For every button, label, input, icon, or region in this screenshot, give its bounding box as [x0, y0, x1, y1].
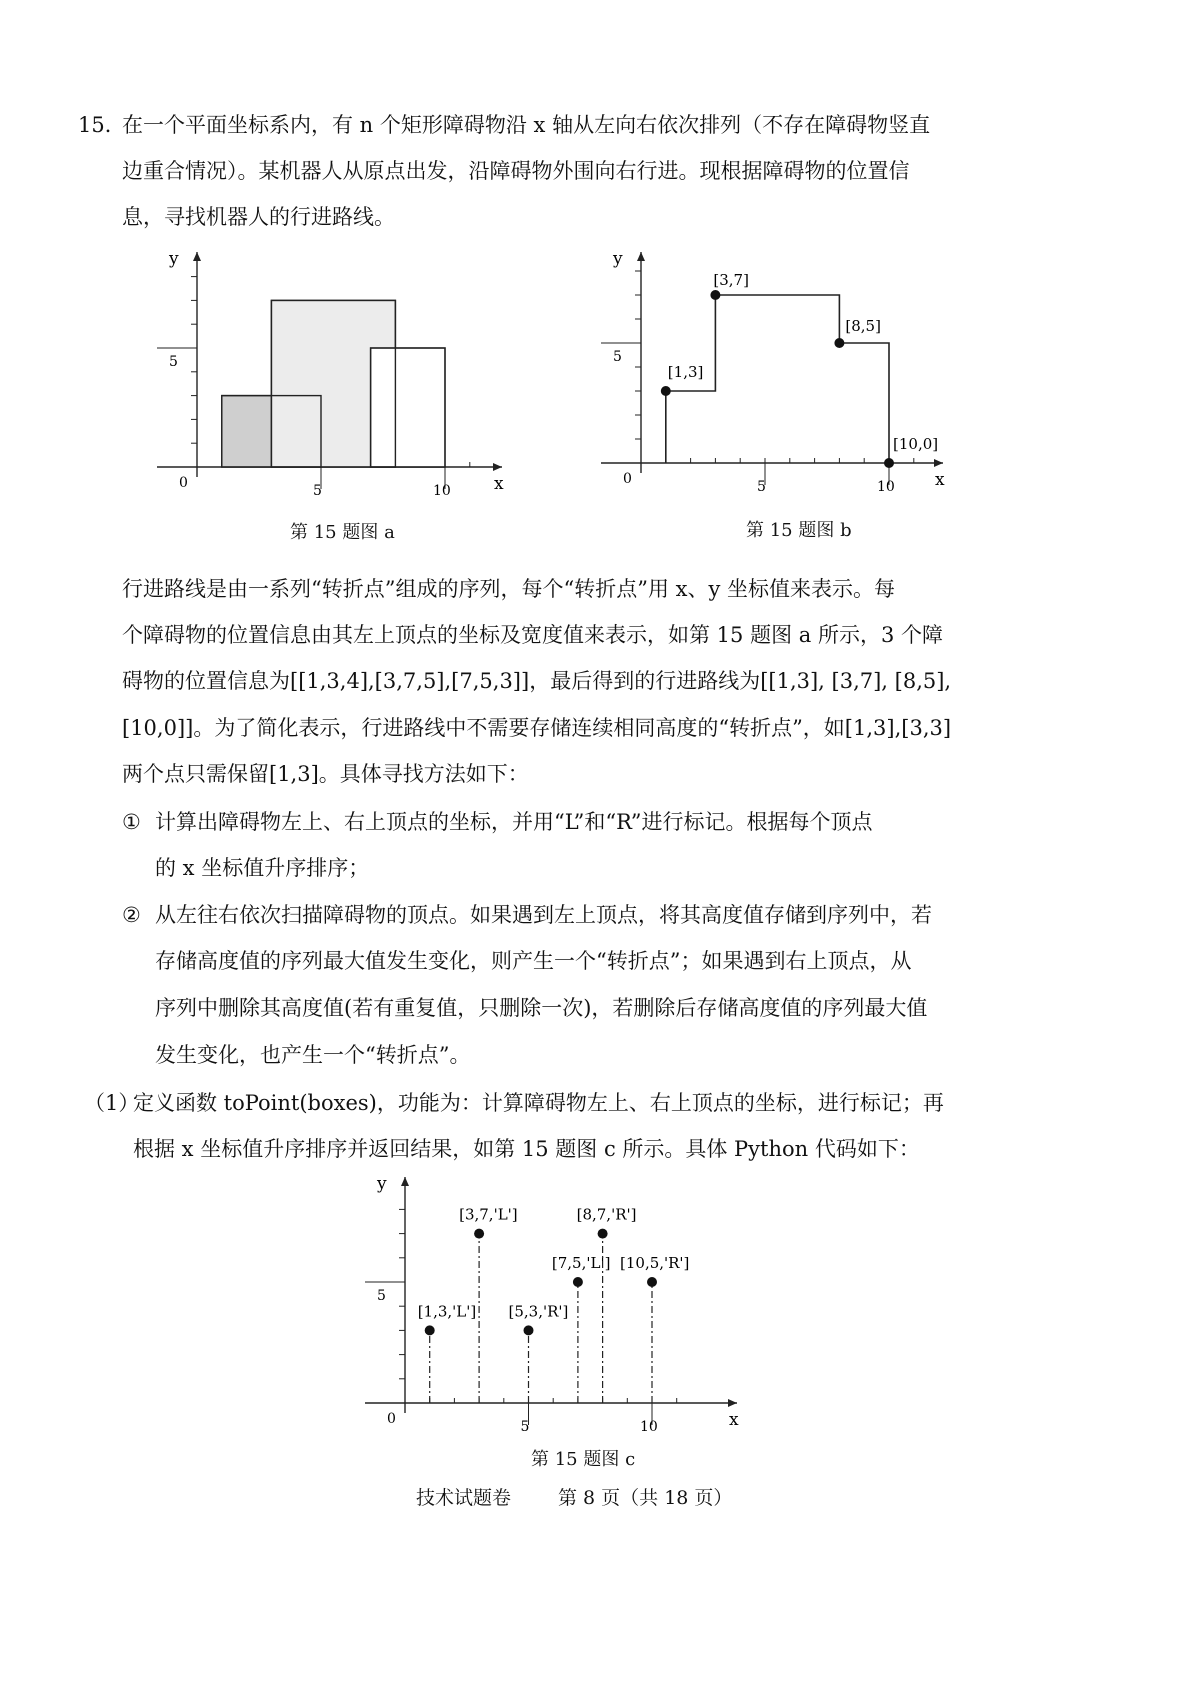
x-tick-label: 10 [433, 483, 451, 499]
vertex-point [425, 1325, 435, 1335]
x-axis-label: x [935, 470, 945, 490]
y-tick-label: 5 [377, 1288, 386, 1304]
x-axis-arrow [493, 463, 502, 471]
x-axis-arrow [934, 459, 943, 467]
intro-line-2: 边重合情况）。某机器人从原点出发，沿障碍物外围向右行进。现根据障碍物的位置信 [122, 159, 910, 183]
body-line-5: 两个点只需保留[1,3]。具体寻找方法如下： [122, 762, 529, 786]
step-2-line-3: 序列中删除其高度值(若有重复值，只删除一次)，若删除后存储高度值的序列最大值 [155, 996, 928, 1020]
vertex-label: [5,3,'R'] [508, 1302, 569, 1321]
sub1-line-2: 根据 x 坐标值升序排序并返回结果，如第 15 题图 c 所示。具体 Python 代码如下： [133, 1137, 920, 1161]
step-2-marker: ② [122, 903, 141, 927]
vertex-label: [1,3,'L'] [417, 1302, 477, 1321]
vertex-point [647, 1277, 657, 1287]
y-axis-label: y [613, 249, 623, 269]
y-axis-arrow [637, 252, 645, 261]
x-tick-label: 10 [640, 1419, 658, 1435]
y-tick-label: 5 [613, 349, 622, 365]
figure-b-caption: 第 15 题图 b [746, 520, 852, 541]
footer-right: 第 8 页（共 18 页） [558, 1487, 733, 1509]
body-line-1: 行进路线是由一系列“转折点”组成的序列，每个“转折点”用 x、y 坐标值来表示。每 [122, 577, 895, 601]
y-tick-label: 5 [169, 354, 178, 370]
turn-point-label: [8,5] [845, 317, 881, 335]
sub1-marker: （1） [84, 1091, 140, 1115]
step-1-line-2: 的 x 坐标值升序排序； [155, 856, 370, 880]
obstacle-rect-3 [371, 348, 445, 467]
x-tick-label: 5 [520, 1419, 530, 1435]
intro-line-3: 息，寻找机器人的行进路线。 [122, 205, 395, 229]
figure-c [375, 1175, 755, 1440]
question-number: 15． [78, 113, 126, 137]
y-axis-label: y [377, 1174, 387, 1194]
figure-a [150, 250, 520, 520]
vertex-label: [10,5,'R'] [620, 1254, 690, 1272]
vertex-label: [3,7,'L'] [459, 1205, 518, 1224]
step-2-line-4: 发生变化，也产生一个“转折点”。 [155, 1043, 471, 1067]
sub1-line-1: 定义函数 toPoint(boxes)，功能为：计算障碍物左上、右上顶点的坐标，进行标记；再 [133, 1091, 944, 1115]
origin-label: 0 [387, 1411, 396, 1427]
vertex-label: [8,7,'R'] [576, 1205, 637, 1224]
figure-a-caption: 第 15 题图 a [290, 522, 395, 543]
y-axis-arrow [401, 1177, 409, 1186]
body-line-3: 碍物的位置信息为[[1,3,4],[3,7,5],[7,5,3]]，最后得到的行进路线为[[1,3], [3,7], [8,5], [122, 669, 952, 693]
x-axis-label: x [494, 474, 504, 494]
vertex-point [524, 1325, 534, 1335]
vertex-point [598, 1229, 608, 1239]
step-1-line-1: 计算出障碍物左上、右上顶点的坐标，并用“L”和“R”进行标记。根据每个顶点 [155, 810, 873, 834]
vertex-label: [7,5,'L'] [551, 1254, 611, 1272]
figure-b [613, 249, 988, 520]
y-axis-label: y [169, 249, 179, 269]
figure-c-caption: 第 15 题图 c [531, 1449, 636, 1470]
x-axis-arrow [728, 1399, 737, 1407]
x-tick-label: 5 [313, 483, 322, 499]
footer-left: 技术试题卷 [416, 1487, 512, 1509]
step-2-line-2: 存储高度值的序列最大值发生变化，则产生一个“转折点”；如果遇到右上顶点，从 [155, 949, 912, 973]
origin-label: 0 [623, 471, 632, 487]
intro-line-1: 在一个平面坐标系内，有 n 个矩形障碍物沿 x 轴从左向右依次排列（不存在障碍物竖直 [122, 113, 931, 137]
x-tick-label: 5 [757, 479, 766, 495]
turn-point [884, 458, 894, 468]
turn-point [661, 386, 671, 396]
body-line-2: 个障碍物的位置信息由其左上顶点的坐标及宽度值来表示，如第 15 题图 a 所示，3 个障 [122, 623, 943, 647]
turn-point [710, 290, 720, 300]
step-2-line-1: 从左往右依次扫描障碍物的顶点。如果遇到左上顶点，将其高度值存储到序列中，若 [155, 903, 932, 927]
turn-point-label: [3,7] [713, 271, 749, 289]
vertex-point [573, 1277, 583, 1287]
x-axis-label: x [729, 1410, 739, 1430]
turn-point [834, 338, 844, 348]
y-axis-arrow [193, 252, 201, 261]
origin-label: 0 [179, 475, 188, 491]
turn-point-label: [1,3] [667, 363, 704, 381]
step-1-marker: ① [122, 810, 141, 834]
x-tick-label: 10 [877, 479, 895, 495]
turn-point-label: [10,0] [893, 435, 939, 453]
body-line-4: [10,0]]。为了简化表示，行进路线中不需要存储连续相同高度的“转折点”，如[1,3],[3,3] [122, 716, 952, 740]
vertex-point [474, 1229, 484, 1239]
